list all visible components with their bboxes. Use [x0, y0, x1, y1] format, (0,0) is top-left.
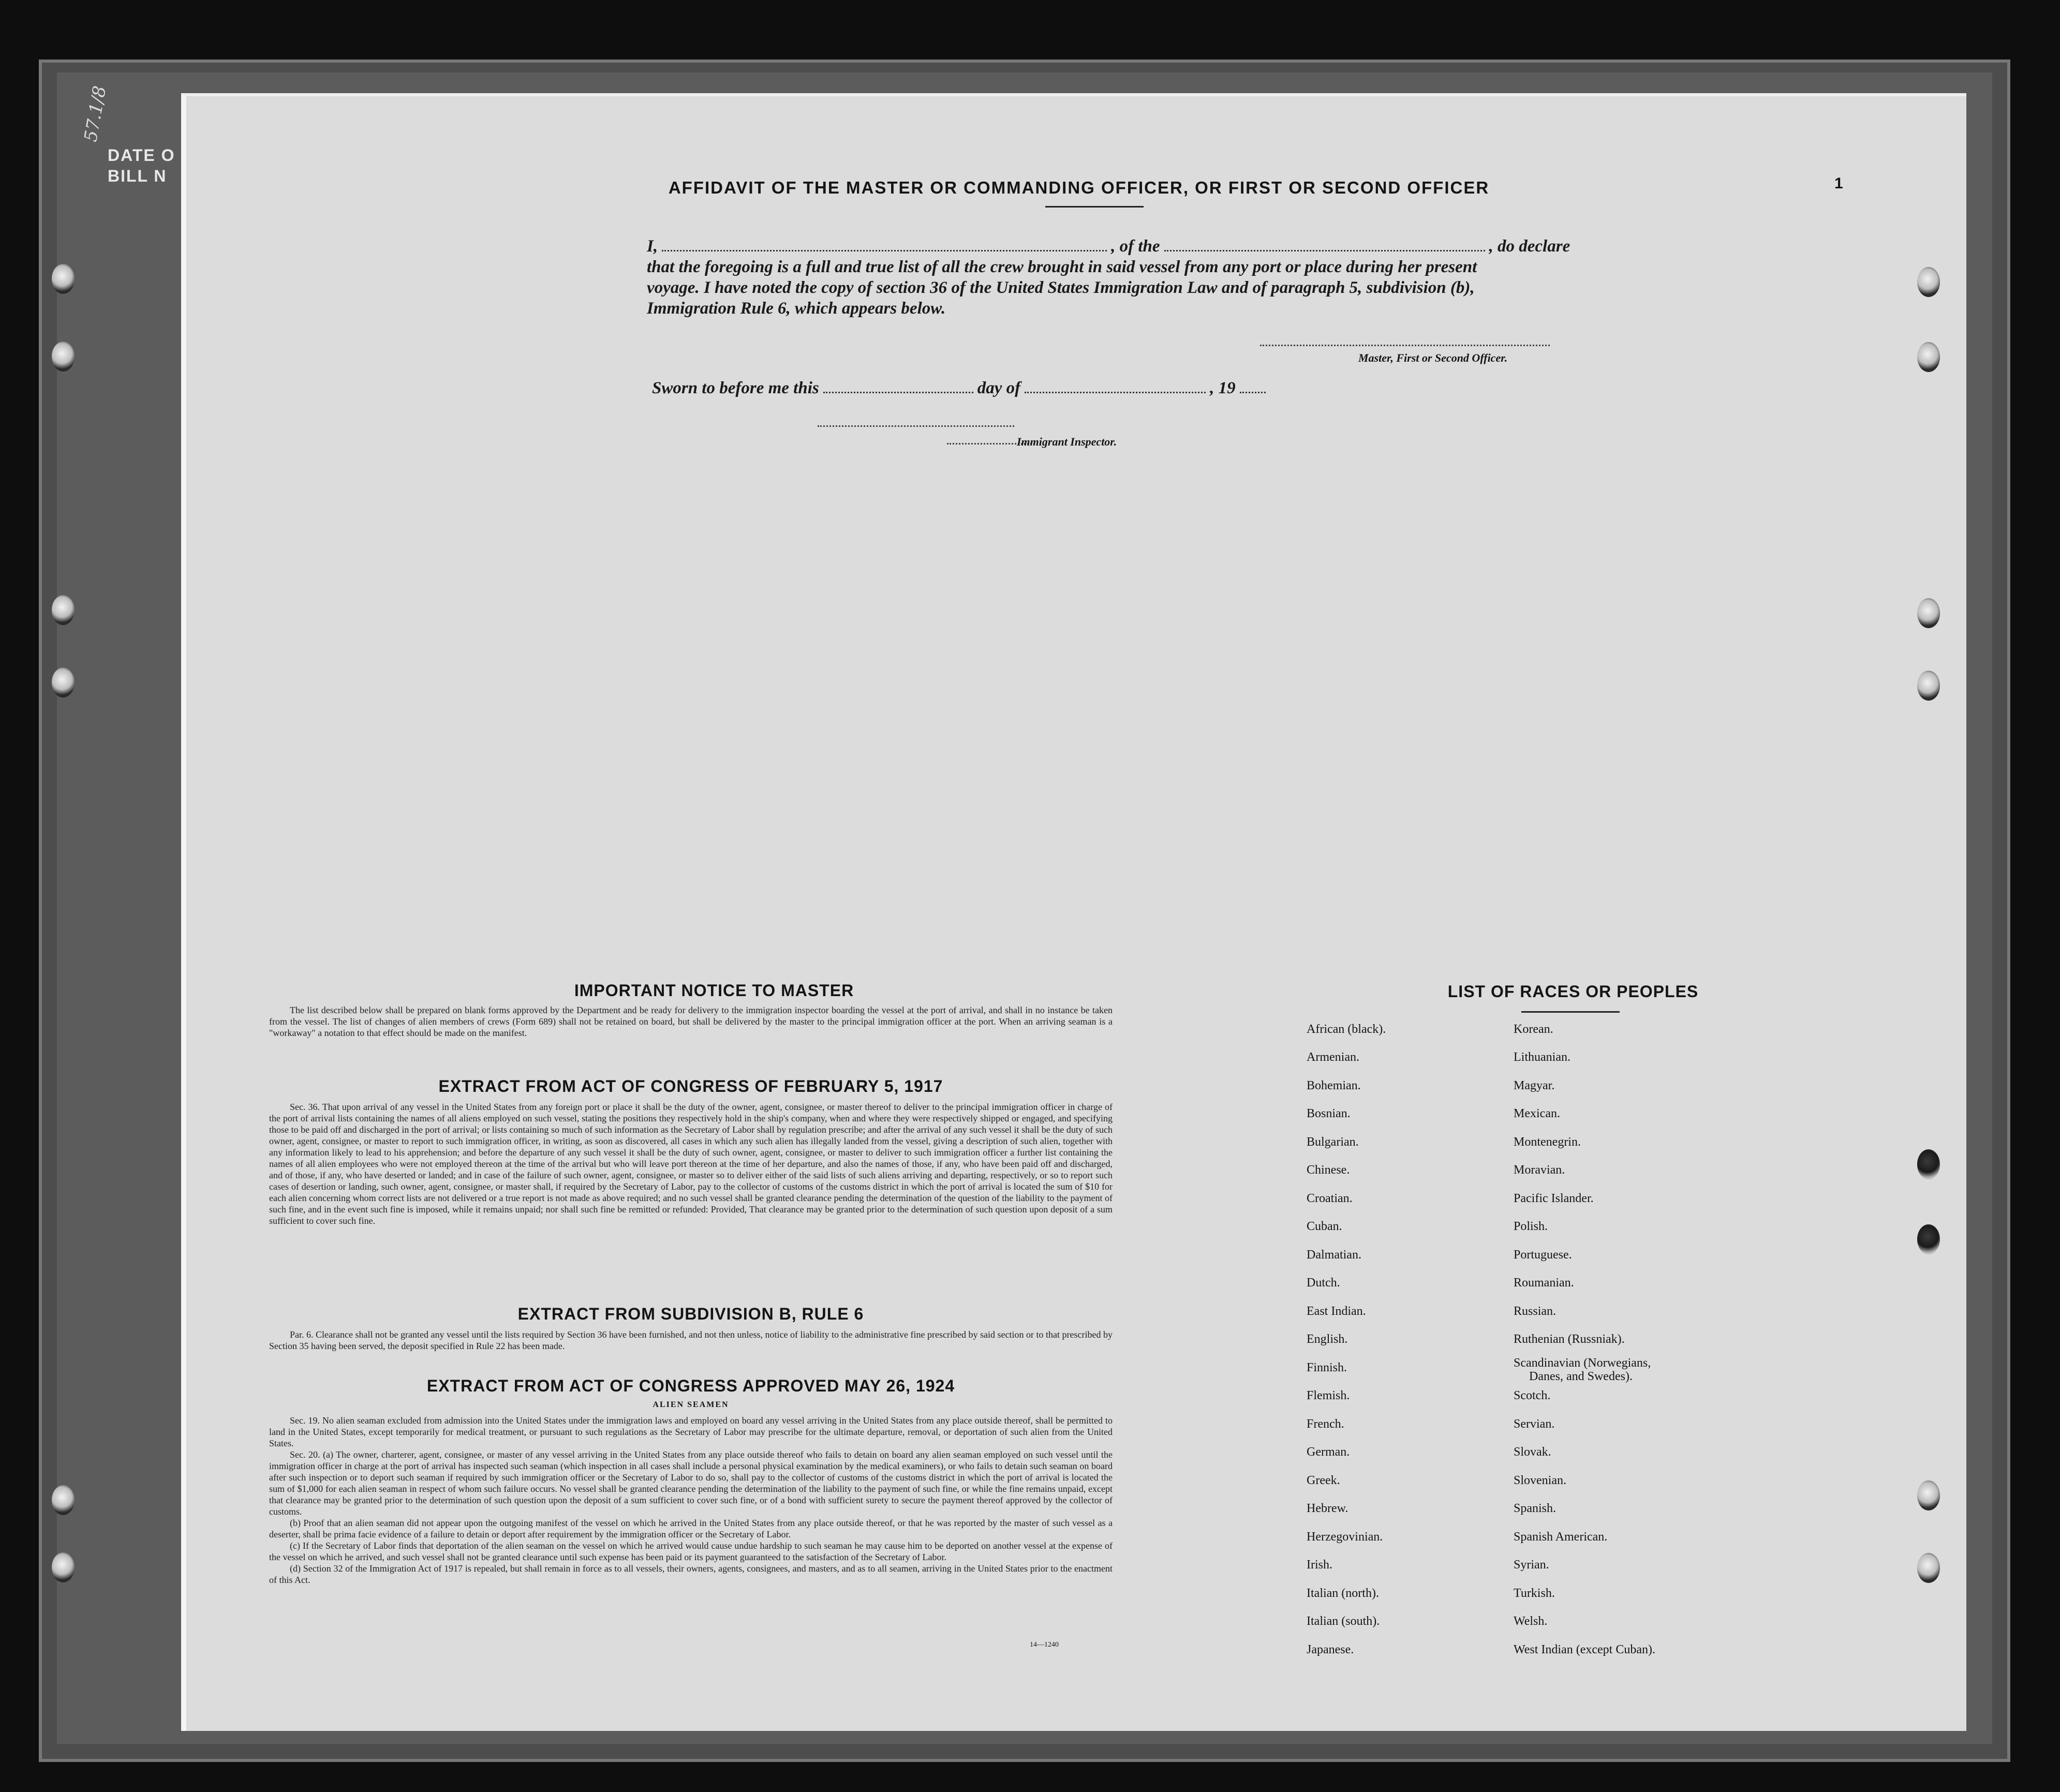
race-item: Lithuanian. — [1514, 1050, 1570, 1064]
race-item: Japanese. — [1307, 1643, 1354, 1656]
race-item: Pacific Islander. — [1514, 1192, 1594, 1205]
race-item: French. — [1307, 1417, 1344, 1431]
binder-hole-icon — [1917, 671, 1940, 701]
race-item: Roumanian. — [1514, 1276, 1574, 1290]
alien-seamen-subheading: ALIEN SEAMEN — [653, 1400, 729, 1409]
race-item: Spanish American. — [1514, 1530, 1608, 1544]
race-item: Hebrew. — [1307, 1502, 1348, 1515]
race-item: Chinese. — [1307, 1163, 1350, 1177]
race-item: Greek. — [1307, 1474, 1340, 1487]
form-sheet — [181, 93, 1966, 1731]
extract-1917-text: Sec. 36. That upon arrival of any vessel in the United States from any foreign port or place it shall be the duty of the owner, agent, consignee, or master thereof to deliver to the principal immigration officer in charge of the port of arrival lists containing the names of all aliens employed on such vessel, stating the positions they respectively hold in the ship's company, when and where they were respectively shipped or engaged, and specifying those to be paid off and discharged in the port of arrival; or lists containing so much of such information as the Secretary of Labor shall by regulation prescribe; and after the arrival of any such vessel it shall be the duty of such owner, agent, consignee, or master to report to such immigration officer, in writing, as soon as discovered, all cases in which any such alien has illegally landed from the vessel, giving a description of such alien, together with any information likely to lead to his apprehension; and before the departure of any such vessel it shall be the duty of such owner, agent, consignee, or master to deliver to such immigration officer a further list containing the names of all alien employees who were not employed thereon at the time of the arrival but who will leave port thereon at the time of her departure, and also the names of those, if any, who have been paid off and discharged, and of those, if any, who have deserted or landed; and in case of the failure of such owner, agent, consignee, or master so to deliver either of the said lists of such aliens arriving and departing, respectively, or so to report such cases of desertion or landing, such owner, agent, consignee, or master shall, if required by the Secretary of Labor, pay to the collector of customs of the customs district in which the port of arrival is located the sum of $10 for each alien concerning whom correct lists are not delivered or a true report is not made as above required; and no such vessel shall be granted clearance pending the determination of the question of the liability to the payment of such fine, and in the event such fine is imposed, while it remains unpaid; nor shall such fine be remitted or refunded: Provided, That clearance may be granted prior to the determination of such question upon deposit of a sum sufficient to cover such fine. — [269, 1102, 1113, 1226]
extract-1917-heading: EXTRACT FROM ACT OF CONGRESS OF FEBRUARY 5, 1917 — [438, 1077, 943, 1095]
race-item: Irish. — [1307, 1558, 1332, 1572]
binder-hole-icon — [1917, 1149, 1940, 1179]
race-item: Polish. — [1514, 1220, 1548, 1233]
race-item: Magyar. — [1514, 1079, 1555, 1092]
form-number: 14—1240 — [1030, 1641, 1059, 1649]
sworn-line: Sworn to before me this day of , 19 — [652, 379, 1270, 398]
race-item: Mexican. — [1514, 1107, 1560, 1120]
race-item: East Indian. — [1307, 1305, 1366, 1318]
race-item: Cuban. — [1307, 1220, 1342, 1233]
extract-1924-heading: EXTRACT FROM ACT OF CONGRESS APPROVED MAY 26, 1924 — [426, 1376, 955, 1395]
race-item: Flemish. — [1307, 1389, 1350, 1402]
binder-hole-icon — [52, 1552, 75, 1582]
stub-label-date: DATE O — [108, 146, 175, 165]
subdivision-heading: EXTRACT FROM SUBDIVISION B, RULE 6 — [517, 1305, 864, 1323]
race-item: Servian. — [1514, 1417, 1555, 1431]
race-item: Moravian. — [1514, 1163, 1565, 1177]
race-item: English. — [1307, 1332, 1348, 1346]
notice-text: The list described below shall be prepared on blank forms approved by the Department and be ready for delivery to the immigration inspector boarding the vessel at the port of arrival, and shall in no instance be taken from the vessel. The list of changes of alien members of crews (Form 689) shall not be retained on board, but shall be delivered by the master to the principal immigration officer at the port. When an arriving seaman is a "workaway" a notation to that effect should be made on the manifest. — [269, 1005, 1113, 1038]
race-item: Finnish. — [1307, 1361, 1347, 1374]
subdivision-text: Par. 6. Clearance shall not be granted any vessel until the lists required by Section 36 have been furnished, and not then unless, notice of liability to the administrative fine prescribed by said section or to that prescribed by Section 35 having been served, the deposit specified in Rule 22 has been made. — [269, 1329, 1113, 1351]
inspector-signature-label: Immigrant Inspector. — [1017, 435, 1117, 448]
declaration-line-2: that the foregoing is a full and true list of all the crew brought in said vessel from any port or place during her present — [647, 258, 1477, 276]
race-item: Bulgarian. — [1307, 1135, 1359, 1149]
binder-hole-icon — [52, 595, 75, 625]
race-item: Spanish. — [1514, 1502, 1557, 1515]
master-signature-line[interactable] — [1260, 345, 1550, 346]
binder-hole-icon — [1917, 598, 1940, 628]
extract-1924-text: Sec. 19. No alien seaman excluded from admission into the United States under the immigration laws and employed on board any vessel arriving in the United States from any place outside thereof, shall be permitted to land in the United States, except temporarily for medical treatment, or pursuant to such regulations as the Secretary of Labor may prescribe for the ultimate departure, removal, or deportation of such alien from the United States. Sec. 20. (a) The owner, charterer, agent, consignee, or master of any vessel arriving in the United States from any place outside thereof who fails to detain on board any alien seaman employed on such vessel until the immigration officer in charge at the port of arrival has inspected such seaman (which inspection in all cases shall include a personal physical examination by the medical examiners), or who fails to detain such seaman on board after such inspection or to deport such seaman if required by such immigration officer or the Secretary of Labor to do so, shall pay to the collector of customs of the customs district in which the port of arrival is located the sum of $1,000 for each alien seaman in respect of whom such failure occurs. No vessel shall be granted clearance pending the determination of the liability to the payment of such fine, or while the fine remains unpaid, except that clearance may be granted prior to the determination of such question upon the deposit of a sum sufficient to cover such fine, or of a bond with sufficient surety to secure the payment thereof approved by the collector of customs. (b) Proof that an alien seaman did not appear upon the outgoing manifest of the vessel on which he arrived in the United States from any place outside thereof, or that he was reported by the master of such vessel as a deserter, shall be prima facie evidence of a failure to detain or deport after requirement by the immigration officer or the Secretary of Labor. (c) If the Secretary of Labor finds that deportation of the alien seaman on the vessel on which he arrived would cause undue hardship to such seaman he may cause him to be deported on another vessel at the expense of the vessel on which he arrived, and such vessel shall not be granted clearance until such expense has been paid or its payment guaranteed to the satisfaction of the Secretary of Labor. (d) Section 32 of the Immigration Act of 1917 is repealed, but shall remain in force as to all vessels, their owners, agents, consignees, and masters, and as to all seamen, arriving in the United States prior to the enactment of this Act. — [269, 1415, 1113, 1585]
race-item: Korean. — [1514, 1023, 1553, 1036]
race-item: Turkish. — [1514, 1587, 1555, 1600]
race-item: African (black). — [1307, 1023, 1386, 1036]
race-item: Italian (north). — [1307, 1587, 1379, 1600]
race-item: West Indian (except Cuban). — [1514, 1643, 1655, 1656]
race-item: Dutch. — [1307, 1276, 1340, 1290]
race-item: Portuguese. — [1514, 1248, 1572, 1262]
race-item: Armenian. — [1307, 1050, 1359, 1064]
declaration-line-3: voyage. I have noted the copy of section 36 of the United States Immigration Law and of paragraph 5, subdivision (b), — [647, 278, 1475, 297]
affidavit-title: AFFIDAVIT OF THE MASTER OR COMMANDING OFFICER, OR FIRST OR SECOND OFFICER — [668, 178, 1490, 197]
binder-hole-icon — [52, 668, 75, 698]
page-number: 1 — [1834, 175, 1843, 192]
declaration-line-1: I, , of the , do declare — [647, 237, 1570, 256]
binder-hole-icon — [1917, 1224, 1940, 1254]
race-item: Russian. — [1514, 1305, 1557, 1318]
declaration-line-4: Immigration Rule 6, which appears below. — [647, 299, 946, 318]
race-item: Slovenian. — [1514, 1474, 1566, 1487]
race-item: Ruthenian (Russniak). — [1514, 1332, 1625, 1346]
stub-label-bill: BILL N — [108, 167, 167, 185]
races-heading: LIST OF RACES OR PEOPLES — [1447, 982, 1699, 1001]
races-rule — [1521, 1011, 1620, 1013]
binder-hole-icon — [52, 342, 75, 372]
race-item: Welsh. — [1514, 1615, 1548, 1628]
master-signature-label: Master, First or Second Officer. — [1358, 351, 1508, 364]
title-rule — [1045, 206, 1144, 208]
binder-hole-icon — [1917, 1480, 1940, 1510]
race-item-continuation: Danes, and Swedes). — [1529, 1370, 1633, 1383]
race-item: German. — [1307, 1445, 1350, 1459]
race-item: Syrian. — [1514, 1558, 1549, 1572]
binder-hole-icon — [52, 1485, 75, 1515]
race-item: Scandinavian (Norwegians, — [1514, 1356, 1651, 1370]
race-item: Scotch. — [1514, 1389, 1551, 1402]
binder-hole-icon — [1917, 342, 1940, 372]
race-item: Bosnian. — [1307, 1107, 1351, 1120]
race-item: Italian (south). — [1307, 1615, 1380, 1628]
binder-hole-icon — [1917, 1553, 1940, 1583]
binder-hole-icon — [1917, 267, 1940, 297]
race-item: Croatian. — [1307, 1192, 1353, 1205]
inspector-signature-line[interactable] — [818, 425, 1014, 427]
race-item: Bohemian. — [1307, 1079, 1361, 1092]
race-item: Slovak. — [1514, 1445, 1551, 1459]
race-item: Montenegrin. — [1514, 1135, 1581, 1149]
binder-hole-icon — [52, 264, 75, 294]
notice-heading: IMPORTANT NOTICE TO MASTER — [574, 981, 854, 1000]
pencil-note: 57.1/8 — [80, 84, 111, 144]
race-item: Herzegovinian. — [1307, 1530, 1383, 1544]
race-item: Dalmatian. — [1307, 1248, 1361, 1262]
